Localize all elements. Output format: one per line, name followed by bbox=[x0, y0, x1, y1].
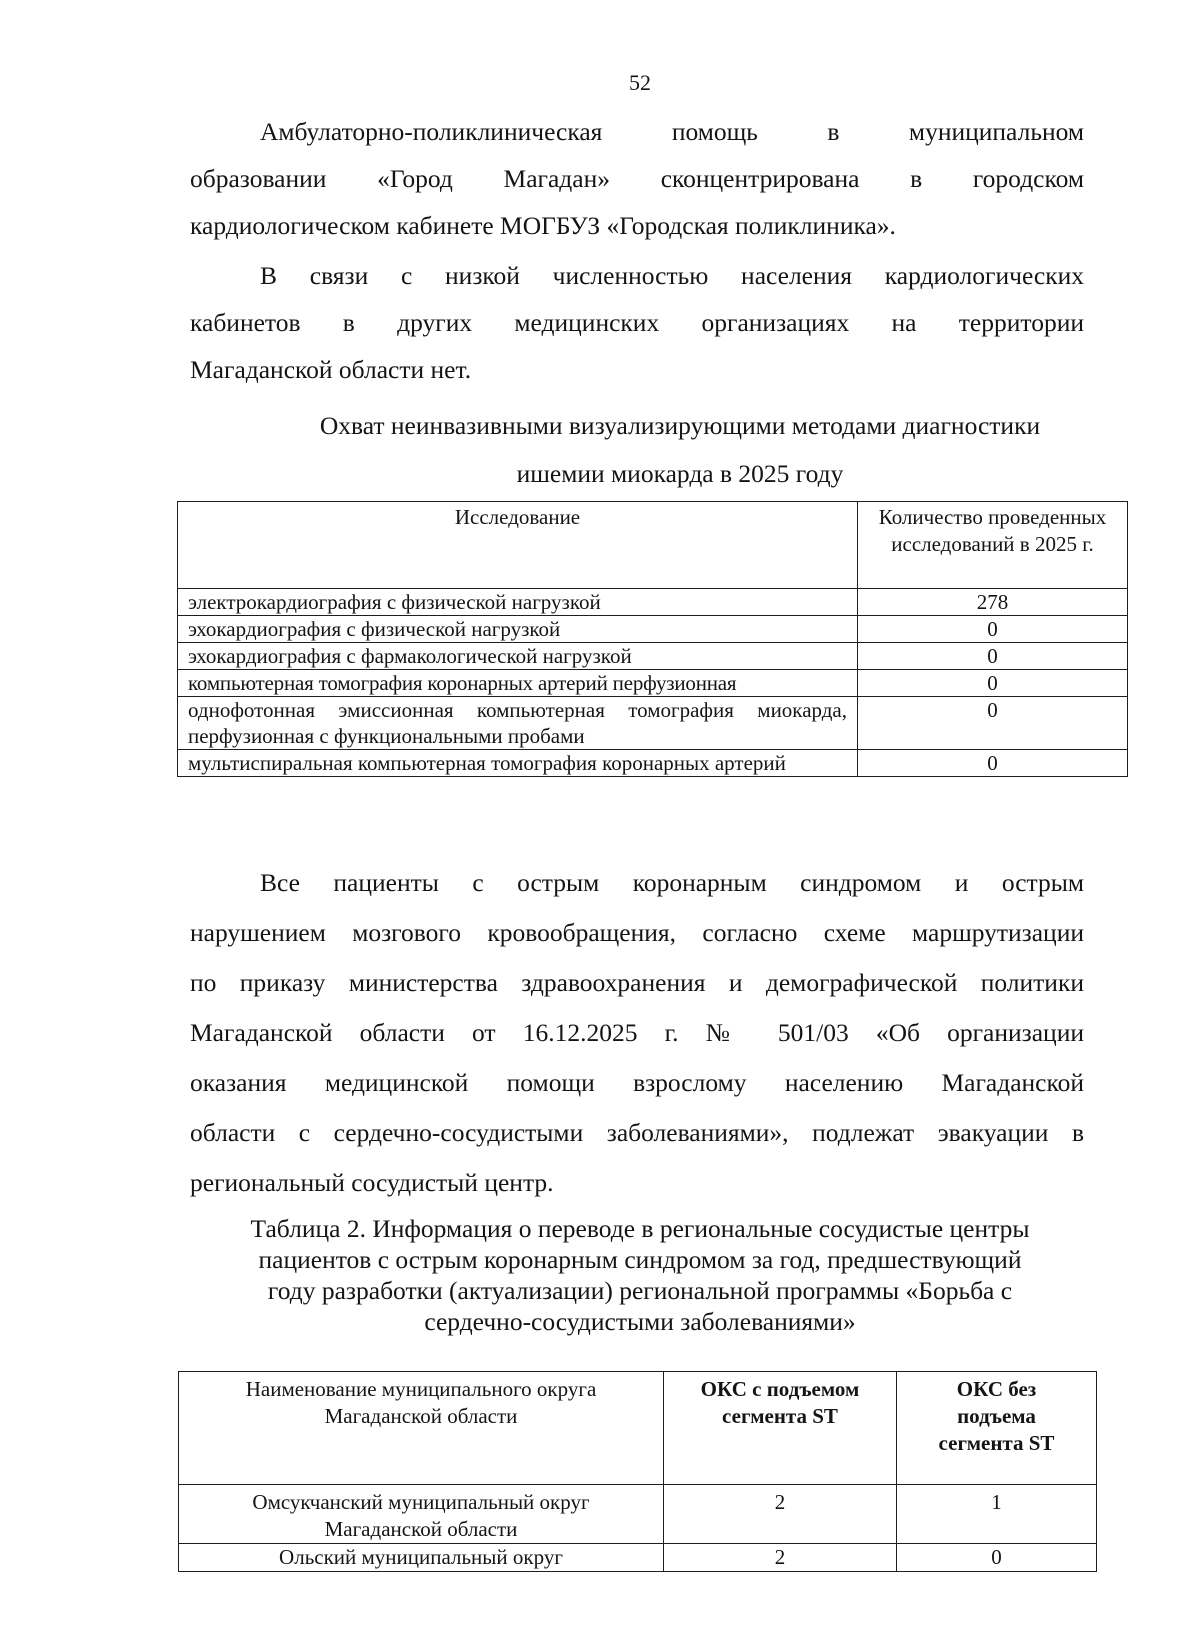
column-header-district: Наименование муниципального округа Магаданской области bbox=[179, 1372, 664, 1485]
table-row bbox=[178, 616, 1128, 643]
study-name: электрокардиография с физической нагрузкой bbox=[178, 589, 858, 616]
caption-line: сердечно-сосудистыми заболеваниями» bbox=[424, 1307, 856, 1336]
acs-transfer-table bbox=[178, 1371, 1097, 1572]
text-line: Амбулаторно-поликлиническая помощь в муниципальном bbox=[260, 117, 1084, 146]
table1-caption bbox=[230, 402, 1130, 498]
study-name: эхокардиография с физической нагрузкой bbox=[178, 616, 858, 643]
text-line: региональный сосудистый центр. bbox=[190, 1168, 554, 1197]
table-row bbox=[179, 1485, 1097, 1544]
study-count: 0 bbox=[858, 616, 1128, 643]
text-line: области с сердечно-сосудистыми заболеваниями», подлежат эвакуации в bbox=[190, 1118, 1084, 1147]
table2-caption bbox=[180, 1213, 1100, 1337]
page-number: 52 bbox=[629, 70, 651, 95]
text-line: В связи с низкой численностью населения кардиологических bbox=[260, 261, 1084, 290]
text-line: кардиологическом кабинете МОГБУЗ «Городская поликлиника». bbox=[190, 211, 896, 240]
text-line: Магаданской области от 16.12.2025 г. № 501/03 «Об организации bbox=[190, 1018, 1084, 1047]
caption-line: Охват неинвазивными визуализирующими методами диагностики bbox=[319, 411, 1041, 440]
caption-line: пациентов с острым коронарным синдромом за год, предшествующий bbox=[258, 1245, 1022, 1274]
district-name: Омсукчанский муниципальный округ Магаданской области bbox=[179, 1485, 664, 1544]
table-row bbox=[178, 697, 1128, 750]
caption-line: ишемии миокарда в 2025 году bbox=[516, 459, 844, 488]
column-header-stemi: ОКС с подъемом сегмента ST bbox=[664, 1372, 897, 1485]
table-header-row bbox=[179, 1372, 1097, 1485]
table-row bbox=[178, 670, 1128, 697]
text-line: нарушением мозгового кровообращения, согласно схеме маршрутизации bbox=[190, 918, 1084, 947]
study-name: компьютерная томография коронарных артерий перфузионная bbox=[178, 670, 858, 697]
table-row bbox=[178, 589, 1128, 616]
district-name: Ольский муниципальный округ bbox=[179, 1544, 664, 1572]
text-line: образовании «Город Магадан» сконцентрирована в городском bbox=[190, 164, 1084, 193]
table-row bbox=[178, 750, 1128, 777]
caption-line: Таблица 2. Информация о переводе в региональные сосудистые центры bbox=[250, 1214, 1030, 1243]
study-count: 0 bbox=[858, 750, 1128, 777]
column-header-nstemi: ОКС без подъема сегмента ST bbox=[897, 1372, 1097, 1485]
text-line: по приказу министерства здравоохранения и демографической политики bbox=[190, 968, 1084, 997]
table-row bbox=[179, 1544, 1097, 1572]
study-count: 278 bbox=[858, 589, 1128, 616]
column-header-count: Количество проведенных исследований в 2025 г. bbox=[858, 502, 1128, 589]
text-line: кабинетов в других медицинских организациях на территории bbox=[190, 308, 1084, 337]
nstemi-count: 0 bbox=[897, 1544, 1097, 1572]
text-line: Все пациенты с острым коронарным синдромом и острым bbox=[260, 868, 1084, 897]
table-row bbox=[178, 643, 1128, 670]
table-header-row bbox=[178, 502, 1128, 589]
paragraph-ambulatory-care bbox=[190, 108, 1084, 249]
text-line: Магаданской области нет. bbox=[190, 355, 472, 384]
study-name: мультиспиральная компьютерная томография коронарных артерий bbox=[178, 750, 858, 777]
study-name: однофотонная эмиссионная компьютерная томография миокарда, перфузионная с функциональными пробами bbox=[178, 697, 858, 750]
paragraph-no-cardiology-offices bbox=[190, 252, 1084, 393]
text-line: оказания медицинской помощи взрослому населению Магаданской bbox=[190, 1068, 1084, 1097]
nstemi-count: 1 bbox=[897, 1485, 1097, 1544]
paragraph-acs-evacuation bbox=[190, 858, 1084, 1208]
caption-line: году разработки (актуализации) региональной программы «Борьба с bbox=[267, 1276, 1013, 1305]
study-count: 0 bbox=[858, 643, 1128, 670]
column-header-study: Исследование bbox=[178, 502, 858, 589]
stemi-count: 2 bbox=[664, 1544, 897, 1572]
study-count: 0 bbox=[858, 697, 1128, 750]
stemi-count: 2 bbox=[664, 1485, 897, 1544]
diagnostics-table bbox=[177, 501, 1128, 777]
study-name: эхокардиография с фармакологической нагрузкой bbox=[178, 643, 858, 670]
study-count: 0 bbox=[858, 670, 1128, 697]
